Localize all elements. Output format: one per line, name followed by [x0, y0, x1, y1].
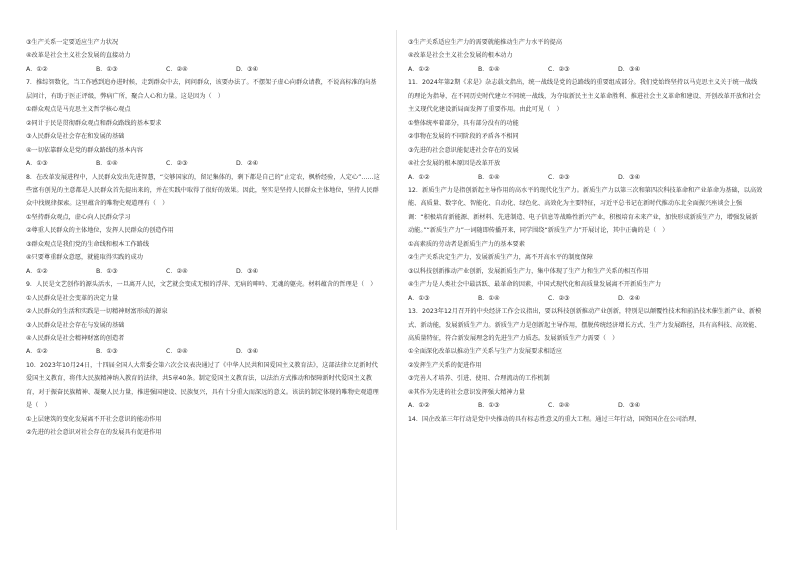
answer-option: C．②④ — [548, 402, 570, 410]
text-line: ②同计于民是贯彻群众观点和群众路线的基本要求 — [26, 119, 162, 127]
answer-option: C．②④ — [166, 267, 188, 275]
text-line: ④其作为先进的社会意识发挥强大精神力量 — [408, 388, 525, 396]
answer-options — [408, 399, 763, 412]
text-line: ④社会发展的根本原因是改革开放 — [408, 160, 501, 168]
answer-option: B．①③ — [96, 348, 118, 356]
answer-option: C．②③ — [548, 65, 570, 73]
answer-option: D．③④ — [618, 402, 641, 410]
answer-option: B．①④ — [478, 65, 500, 73]
answer-option: D．③④ — [236, 267, 259, 275]
text-line: ②尊重人民群众的主体地位，发挥人民群众的创造作用 — [26, 227, 174, 235]
answer-options — [408, 171, 763, 184]
column-divider — [396, 30, 397, 530]
answer-option: D．②④ — [236, 160, 259, 168]
answer-option: A．①② — [408, 173, 430, 181]
answer-option: C．②③ — [166, 160, 188, 168]
answer-option: B．①④ — [478, 294, 500, 302]
answer-options — [26, 63, 381, 76]
text-line: ④只要尊重群众意愿，就能取得实践的成功 — [26, 254, 143, 262]
text-line: ②人民群众的生活和实践是一切精神财富形成的源泉 — [26, 308, 168, 316]
text-line: ①整体统率着部分，具有部分没有的功能 — [408, 119, 519, 127]
answer-option: D．③④ — [236, 65, 259, 73]
text-line: ④一切依靠群众是党的群众路线的基本内容 — [26, 146, 143, 154]
answer-option: B．①③ — [96, 65, 118, 73]
text-line: ③人民群众是社会存在与发展的基础 — [26, 321, 125, 329]
text-line: ①全面深化改革以推动生产关系与生产力发展要求相适应 — [408, 348, 563, 356]
answer-option: B．①④ — [478, 173, 500, 181]
answer-option: A．①② — [26, 348, 48, 356]
text-line: ②发挥生产关系的促进作用 — [408, 361, 482, 369]
answer-option: D．②④ — [618, 294, 641, 302]
text-line: ②先进的社会意识对社会存在的发展具有促进作用 — [26, 429, 162, 437]
text-line: ③生产关系一定要适应生产力状况 — [26, 39, 119, 46]
text-line: ①人民群众是社会变革的决定力量 — [26, 294, 119, 302]
text-line: ①群众观点是马克思主义哲学核心观点 — [26, 106, 131, 114]
answer-option: C．②③ — [548, 294, 570, 302]
answer-option: D．③④ — [618, 65, 641, 73]
text-line: ③完善人才培养、引进、使用、合理流动的工作机制 — [408, 375, 550, 383]
text-line: ③生产关系适应生产力的需要就能推动生产力水平的提高 — [408, 39, 563, 46]
text-line: 7．推综智数化，当工作感到追办进时候，走到群众中去，问问群众，该要办法了。不摆架子虚心向群众请教，不说高标准的向基层问计，有助于医正评级，弊病广所，聚合人心和力量。这是因为（ ） — [26, 79, 377, 100]
answer-options — [26, 345, 381, 358]
answer-option: C．②④ — [166, 348, 188, 356]
text-line: 8．在改革发展进程中，人民群众发出先进智慧，“交够国家的，留足集体的，剩下都是自己的”止定农，枫桥经验，人定心”……这些富有创见的主意都是人民群众首先提出来的，并在实践中取得了很好的效果。因此，坚实是坚持人民群众主体地位，坚持人民群众中找规律探索。这里蕴含的唯物史观道理有（ ） — [26, 173, 380, 208]
left-column — [26, 36, 381, 440]
text-line: ①坚持群众观点，虚心向人民群众学习 — [26, 213, 131, 221]
text-line: ③人民群众是社会存在和发展的基础 — [26, 133, 125, 141]
answer-option: A．①③ — [26, 160, 48, 168]
answer-option: A．①② — [408, 65, 430, 73]
answer-option: C．②③ — [548, 173, 570, 181]
answer-option: C．②④ — [166, 65, 188, 73]
answer-option: D．③④ — [618, 173, 641, 181]
answer-options — [26, 157, 381, 170]
answer-option: A．①② — [26, 65, 48, 73]
text-line: ③群众观点是我们党的生命线和根本工作路线 — [26, 240, 150, 248]
answer-option: A．①③ — [408, 294, 430, 302]
text-line: ③以科技创新推动产业创新，发展新质生产力，集中体现了生产力和生产关系的相互作用 — [408, 267, 649, 275]
answer-option: B．①④ — [96, 160, 118, 168]
answer-options — [408, 292, 763, 305]
text-line: ④生产力是人类社会中最活跃、最革命的因素，中国式现代化和高质量发展离不开新质生产力 — [408, 281, 662, 289]
text-line: ④改革是社会主义社会发展的直接动力 — [26, 52, 131, 60]
answer-option: A．①② — [26, 267, 48, 275]
text-line: 12．新质生产力是指创新起主导作用的高水平的现代化生产力。新质生产力以第三次和第四次科技革命和产业革命为基础，以高效能、高质量、数字化、智能化、自动化、绿色化、高效化为主要特征，习近平总书记在新时代推动东北全面振兴座谈会上强调：“积极培育新能源、新材料、先进制造、电子信息等战略性新兴产业，积极培育未来产业，加快形成新质生产力，增强发展新动能。”“新质生产力”一词随即传播开来，同学围绕“新质生产力”开展讨论，其中正确的是（ ） — [408, 186, 763, 235]
text-line: 9．人民是文艺创作的源头活水，一旦离开人民，文艺就会变成无根的浮萍、无病的呻吟、无魂的躯壳。材料蕴含的哲理是（ ） — [26, 281, 377, 289]
answer-options — [408, 63, 763, 76]
text-line: ②生产关系决定生产力，发展新质生产力，离不开高水平的制度保障 — [408, 254, 593, 262]
text-line: ④改革是社会主义社会发展的根本动力 — [408, 52, 513, 60]
text-line: ①高素质的劳动者是新质生产力的基本要素 — [408, 240, 525, 248]
text-line: 14．国企改革三年行动是党中央推动的具有标志性意义的重大工程。通过三年行动，国资国企在公司治理、 — [408, 415, 701, 423]
text-line: ③先进的社会意识能促进社会存在的发展 — [408, 146, 519, 154]
answer-option: B．①③ — [96, 267, 118, 275]
answer-option: D．③④ — [236, 348, 259, 356]
text-line: ②事物在发展的不同阶段的矛盾各不相同 — [408, 133, 519, 141]
answer-option: B．①③ — [478, 402, 500, 410]
text-line: ①上层建筑的变化发展离不开社会意识的能动作用 — [26, 415, 162, 423]
text-line: ④人民群众是社会精神财富的创造者 — [26, 334, 125, 342]
text-line: 11．2024年第2期《求是》杂志载文指出，统一战线是党的总路线的重要组成部分。我们党始终坚持以马克思主义关于统一战线的理论为指导，在不同历史时代建立不同统一战线，为夺取新民主主义革命胜利、推进社会主义革命和建设、开创改革开放和社会主义现代化建设新局面发挥了重要作用。由此可见（ ） — [408, 79, 761, 114]
text-line: 10．2023年10月24日，十四届全国人大常委会第六次会议表决通过了《中华人民共和国爱国主义教育法》，这部法律立足新时代爱国主义教育，将伟大民族精神纳入教育的法律，共5章40条。制定爱国主义教育法，以法治方式推动和保障新时代爱国主义教育，对于振奋民族精神、凝聚人民力量，推进强国建设、民族复兴，具有十分重大而深远的意义。该法的制定体现的唯物史观道理是（ ） — [26, 361, 379, 410]
answer-option: A．①② — [408, 402, 430, 410]
right-column — [408, 36, 763, 426]
answer-options — [26, 265, 381, 278]
text-line: 13．2023年12月召开的中央经济工作会议指出，要以科技创新推动产业创新，特别是以颠覆性技术和前沿技术催生新产业、新模式、新动能，发展新质生产力。新质生产力是创新起主导作用，摆脱传统经济增长方式、生产力发展路径，具有高科技、高效能、高质量特征，符合新发展理念的先进生产力质态。发展新质生产力需要（ ） — [408, 308, 762, 342]
